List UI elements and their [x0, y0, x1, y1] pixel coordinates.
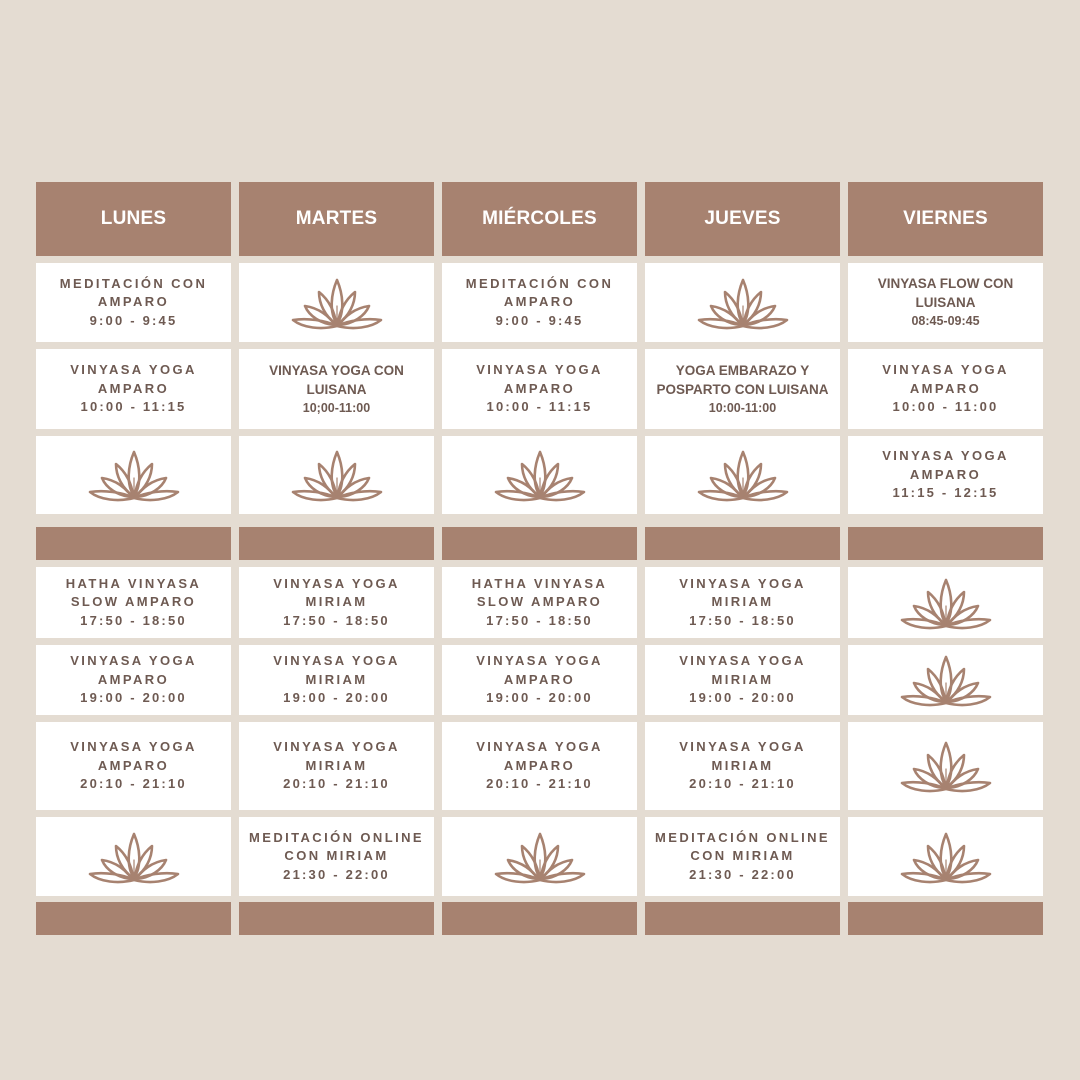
class-title: MEDITACIÓN ONLINE — [655, 829, 830, 845]
class-slot-lunes — [36, 263, 231, 342]
class-time: 08:45-09:45 — [911, 314, 980, 328]
class-title: MIRIAM — [711, 757, 774, 773]
class-title: VINYASA YOGA CON — [269, 362, 404, 378]
empty-slot-viernes — [848, 645, 1043, 715]
weekly-schedule-grid — [36, 182, 1044, 935]
class-title: VINYASA YOGA — [70, 739, 197, 755]
class-title: SLOW AMPARO — [70, 594, 197, 610]
lotus-icon — [88, 830, 180, 884]
class-title: MIRIAM — [305, 594, 368, 610]
class-title: AMPARO — [503, 294, 576, 310]
class-title: VINYASA YOGA — [476, 653, 603, 669]
class-time: 10;00-11:00 — [302, 400, 371, 415]
class-time: 11:15 - 12:15 — [892, 485, 999, 501]
class-title: VINYASA FLOW CON — [877, 276, 1014, 291]
lotus-icon — [900, 576, 992, 630]
empty-slot-martes — [239, 263, 434, 342]
class-slot-jueves — [645, 349, 840, 429]
class-slot-martes — [239, 722, 434, 810]
class-time: 19:00 - 20:00 — [486, 690, 593, 706]
divider-bar — [645, 527, 840, 560]
lotus-icon — [494, 830, 586, 884]
lotus-icon — [494, 448, 586, 502]
divider-bar — [848, 527, 1043, 560]
class-title: AMPARO — [503, 757, 576, 773]
class-title: HATHA VINYASA — [471, 575, 608, 591]
class-title: SLOW AMPARO — [476, 594, 603, 610]
class-time: 21:30 - 22:00 — [689, 866, 796, 882]
class-slot-miercoles — [442, 722, 637, 810]
class-slot-lunes — [36, 567, 231, 638]
class-slot-miercoles — [442, 263, 637, 342]
class-slot-miercoles — [442, 567, 637, 638]
class-slot-martes — [239, 645, 434, 715]
class-time: 17:50 - 18:50 — [689, 612, 796, 628]
lotus-icon — [88, 448, 180, 502]
class-slot-martes — [239, 567, 434, 638]
class-time: 19:00 - 20:00 — [283, 690, 390, 706]
lotus-icon — [697, 448, 789, 502]
day-label: LUNES — [100, 208, 167, 229]
class-title: VINYASA YOGA — [679, 739, 806, 755]
empty-slot-viernes — [848, 567, 1043, 638]
class-title: LUISANA — [306, 381, 367, 397]
class-title: POSPARTO CON LUISANA — [656, 381, 829, 397]
divider-bar — [442, 527, 637, 560]
class-slot-jueves — [645, 567, 840, 638]
class-title: MIRIAM — [305, 671, 368, 687]
class-slot-viernes — [848, 263, 1043, 342]
class-slot-lunes — [36, 645, 231, 715]
lotus-icon — [291, 276, 383, 330]
class-slot-lunes — [36, 349, 231, 429]
lotus-icon — [900, 830, 992, 884]
class-time: 10:00 - 11:15 — [80, 399, 187, 415]
day-label: MARTES — [295, 208, 378, 229]
lotus-icon — [900, 653, 992, 707]
class-title: HATHA VINYASA — [65, 575, 202, 591]
lotus-icon — [900, 739, 992, 793]
day-label: VIERNES — [903, 208, 988, 229]
class-title: CON MIRIAM — [284, 848, 389, 864]
class-title: AMPARO — [503, 380, 576, 396]
class-slot-miercoles — [442, 645, 637, 715]
class-title: VINYASA YOGA — [273, 653, 400, 669]
class-slot-martes — [239, 349, 434, 429]
class-title: AMPARO — [909, 380, 982, 396]
empty-slot-lunes — [36, 436, 231, 514]
class-time: 19:00 - 20:00 — [689, 690, 796, 706]
empty-slot-miercoles — [442, 817, 637, 896]
class-title: LUISANA — [915, 295, 976, 310]
divider-bar — [442, 902, 637, 935]
class-title: MIRIAM — [711, 671, 774, 687]
class-time: 17:50 - 18:50 — [80, 612, 187, 628]
day-header-lunes — [36, 182, 231, 256]
day-header-miercoles — [442, 182, 637, 256]
class-slot-jueves — [645, 645, 840, 715]
empty-slot-viernes — [848, 722, 1043, 810]
empty-slot-martes — [239, 436, 434, 514]
class-title: VINYASA YOGA — [273, 575, 400, 591]
class-slot-lunes — [36, 722, 231, 810]
class-title: VINYASA YOGA — [70, 653, 197, 669]
class-slot-jueves — [645, 722, 840, 810]
class-title: VINYASA YOGA — [679, 653, 806, 669]
day-header-jueves — [645, 182, 840, 256]
class-title: VINYASA YOGA — [476, 739, 603, 755]
class-slot-viernes — [848, 436, 1043, 514]
class-time: 20:10 - 21:10 — [283, 776, 390, 792]
class-title: VINYASA YOGA — [679, 575, 806, 591]
class-title: VINYASA YOGA — [882, 362, 1009, 378]
class-slot-jueves — [645, 817, 840, 896]
class-title: MEDITACIÓN ONLINE — [249, 829, 424, 845]
class-title: MIRIAM — [711, 594, 774, 610]
class-title: VINYASA YOGA — [476, 362, 603, 378]
divider-bar — [36, 902, 231, 935]
divider-bar — [239, 902, 434, 935]
class-title: MIRIAM — [305, 757, 368, 773]
class-time: 9:00 - 9:45 — [495, 312, 584, 328]
class-slot-miercoles — [442, 349, 637, 429]
class-slot-viernes — [848, 349, 1043, 429]
class-time: 10:00 - 11:00 — [892, 399, 999, 415]
class-title: VINYASA YOGA — [70, 362, 197, 378]
empty-slot-viernes — [848, 817, 1043, 896]
class-title: MEDITACIÓN CON — [465, 275, 614, 291]
empty-slot-lunes — [36, 817, 231, 896]
class-title: VINYASA YOGA — [273, 739, 400, 755]
class-time: 19:00 - 20:00 — [80, 690, 187, 706]
day-label: MIÉRCOLES — [482, 208, 597, 229]
class-time: 20:10 - 21:10 — [689, 776, 796, 792]
day-header-martes — [239, 182, 434, 256]
class-time: 9:00 - 9:45 — [89, 312, 178, 328]
class-title: AMPARO — [97, 380, 170, 396]
class-time: 17:50 - 18:50 — [486, 612, 593, 628]
class-time: 17:50 - 18:50 — [283, 612, 390, 628]
class-time: 20:10 - 21:10 — [486, 776, 593, 792]
empty-slot-miercoles — [442, 436, 637, 514]
class-title: AMPARO — [97, 671, 170, 687]
day-header-viernes — [848, 182, 1043, 256]
class-title: AMPARO — [503, 671, 576, 687]
empty-slot-jueves — [645, 263, 840, 342]
class-time: 21:30 - 22:00 — [283, 866, 390, 882]
class-title: CON MIRIAM — [690, 848, 795, 864]
lotus-icon — [697, 276, 789, 330]
class-time: 20:10 - 21:10 — [80, 776, 187, 792]
divider-bar — [36, 527, 231, 560]
divider-bar — [848, 902, 1043, 935]
divider-bar — [645, 902, 840, 935]
empty-slot-jueves — [645, 436, 840, 514]
class-title: VINYASA YOGA — [882, 448, 1009, 464]
lotus-icon — [291, 448, 383, 502]
class-time: 10:00-11:00 — [708, 400, 777, 415]
class-title: AMPARO — [97, 294, 170, 310]
divider-bar — [239, 527, 434, 560]
class-title: MEDITACIÓN CON — [59, 275, 208, 291]
class-title: AMPARO — [909, 466, 982, 482]
class-time: 10:00 - 11:15 — [486, 399, 593, 415]
class-title: YOGA EMBARAZO Y — [675, 362, 810, 378]
class-title: AMPARO — [97, 757, 170, 773]
class-slot-martes — [239, 817, 434, 896]
day-label: JUEVES — [704, 208, 781, 229]
